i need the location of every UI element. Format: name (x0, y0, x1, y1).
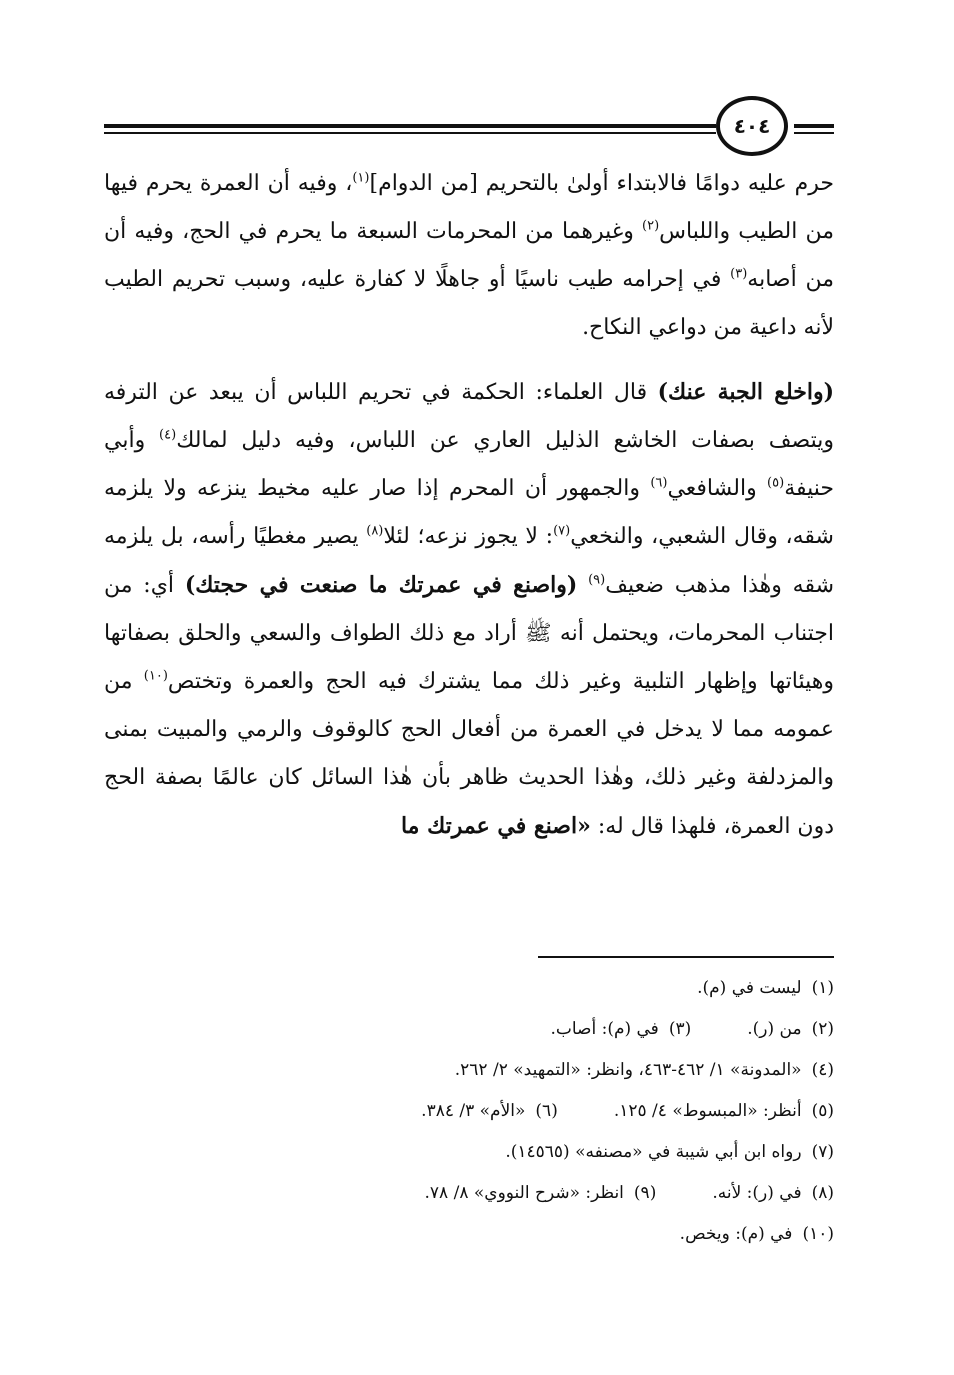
footnote-line (150, 968, 834, 1009)
footnote-number: (٤) (811, 1060, 834, 1080)
footnote-line (150, 1009, 834, 1050)
footnote (712, 1173, 834, 1214)
footnote-text: انظر: «شرح النووي» ٨/ ٧٨. (424, 1183, 624, 1203)
footnote-number: (٥) (811, 1101, 834, 1121)
footnote-number: (١) (811, 978, 834, 998)
footnote (747, 1009, 834, 1050)
footnote-marker: (٤) (159, 427, 177, 443)
footnote (421, 1091, 558, 1132)
footnote-line (150, 1091, 834, 1132)
footnote-text: ليست في (م). (697, 978, 802, 998)
text-run: والشافعي (667, 476, 768, 501)
footnote-marker: (٢) (642, 218, 660, 234)
footnote (455, 1050, 834, 1091)
page-header (104, 96, 834, 160)
footnote-text: في (ر): لأنه. (712, 1183, 802, 1203)
footnote-marker: (٨) (366, 523, 384, 539)
header-rule-tail-thin (794, 132, 834, 134)
footnote-text: «الأم» ٣/ ٣٨٤. (421, 1101, 526, 1121)
footnote-number: (٩) (633, 1183, 657, 1203)
text-run: وأبي حنيفة (104, 428, 834, 501)
footnote-marker: (٦) (650, 475, 668, 491)
footnote-text: من (ر). (747, 1019, 802, 1039)
footnote (680, 1214, 834, 1255)
footnote (697, 968, 834, 1009)
footnote-marker: (١) (352, 170, 370, 186)
footnote-text: رواه ابن أبي شيبة في «مصنفه» (١٤٥٦٥). (505, 1142, 802, 1162)
footnote-text: أنظر: «المبسوط» ٤/ ١٢٥. (613, 1101, 802, 1121)
text-run: في إحرامه طيب ناسيًا أو جاهلًا لا كفارة عليه، وسبب تحريم الطيب لأنه داعية من دواعي النكاح. (104, 267, 834, 340)
footnote (425, 1173, 657, 1214)
footnote-line (150, 1132, 834, 1173)
footnote-line (150, 1050, 834, 1091)
footnote-number: (٨) (811, 1183, 834, 1203)
footnote-marker: (١٠) (143, 668, 168, 684)
header-rule (104, 124, 716, 128)
footnote-line (150, 1214, 834, 1255)
footnote-marker: (٥) (767, 475, 785, 491)
footnotes (150, 968, 834, 1255)
footnote-number: (٣) (668, 1019, 692, 1039)
text-run (577, 573, 588, 598)
hadith-quote: (واخلع الجبة عنك) (657, 379, 834, 405)
text-run: قال العلماء: الحكمة في تحريم اللباس أن يبعد عن الترفه ويتصف بصفات الخاشع الذليل العاري عن اللباس، وفيه دليل لمالك (104, 380, 834, 453)
text-run: ، وفيه أن العمرة يحرم فيها من الطيب واللباس (104, 171, 834, 244)
footnote-number: (٢) (811, 1019, 834, 1039)
text-run: من عمومه مما لا يدخل في العمرة من أفعال الحج كالوقوف والرمي والمبيت بمنى والمزدلفة وغير ذلك، وهٰذا الحديث ظاهر بأن هٰذا السائل كان عالمًا بصفة الحج دون العمرة، فلهذا قال له: (104, 669, 834, 839)
footnote (505, 1132, 834, 1173)
header-rule-thin (104, 132, 716, 134)
footnote-marker: (٣) (730, 266, 748, 282)
footnote (550, 1009, 691, 1050)
paragraph (104, 368, 834, 851)
hadith-quote: «اصنع في عمرتك ما (400, 813, 591, 839)
text-run: والجمهور أن المحرم إذا صار عليه مخيط ينزعه ولا يلزمه شقه، وقال الشعبي، والنخعي (104, 476, 834, 549)
footnote-number: (٧) (811, 1142, 834, 1162)
footnote-text: «المدونة» ١/ ٤٦٢-٤٦٣، وانظر: «التمهيد» ٢/ ٢٦٢. (454, 1060, 802, 1080)
text-run: أي: من اجتناب المحرمات، ويحتمل أنه ﷺ أراد مع ذلك الطواف والسعي والحلق بصفاتها وهيئاتها وإظهار التلبية وغير ذلك مما يشترك فيه الحج والعمرة وتختص (104, 573, 834, 694)
text-run: وغيرهما من المحرمات السبعة ما يحرم في الحج، وفيه أن من أصابه (104, 219, 834, 292)
main-text (104, 160, 834, 851)
footnote-number: (٦) (535, 1101, 558, 1121)
text-run: : لا يجوز نزعه؛ لئلا (383, 524, 554, 549)
text-run: يصير مغطيًا رأسه، بل يلزمه شقه وهٰذا مذهب ضعيف (104, 524, 835, 598)
footnote-line (150, 1173, 834, 1214)
footnote-number: (١٠) (802, 1224, 834, 1244)
footnote-marker: (٧) (553, 523, 571, 539)
paragraph (104, 160, 834, 352)
footnote-text: في (م): أصاب. (550, 1019, 659, 1039)
footnote-marker: (٩) (588, 572, 606, 588)
footnote (614, 1091, 834, 1132)
footnote-text: في (م): ويخص. (679, 1224, 793, 1244)
text-run: حرم عليه دوامًا فالابتداء أولىٰ بالتحريم [من الدوام] (369, 171, 834, 196)
header-rule-tail (794, 124, 834, 128)
hadith-quote: (واصنع في عمرتك ما صنعت في حجتك) (184, 572, 578, 598)
footnote-separator (538, 956, 834, 958)
page-number: ٤٠٤ (716, 96, 788, 156)
